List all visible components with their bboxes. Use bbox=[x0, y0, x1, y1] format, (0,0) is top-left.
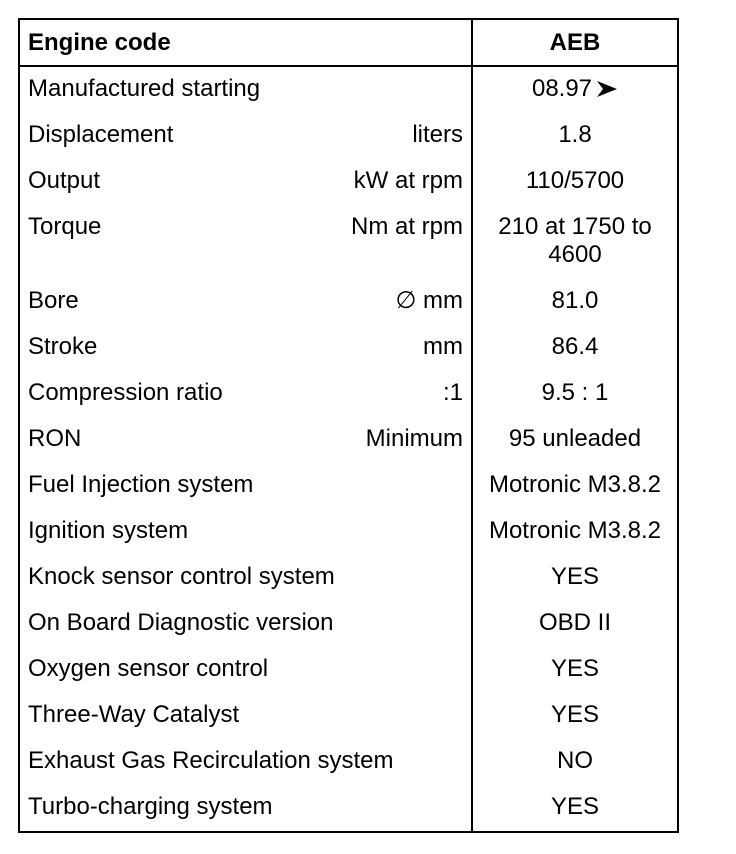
row-value-cell bbox=[472, 66, 678, 113]
row-label: Stroke bbox=[28, 333, 98, 360]
header-engine-code-value: AEB bbox=[472, 19, 678, 66]
row-unit: kW at rpm bbox=[353, 167, 463, 194]
row-value-cell bbox=[472, 325, 678, 371]
table-row bbox=[19, 555, 678, 601]
table-header-row bbox=[19, 19, 678, 66]
row-value-cell bbox=[472, 739, 678, 785]
engine-spec-table bbox=[18, 18, 679, 833]
row-value-cell bbox=[472, 601, 678, 647]
row-label: Fuel Injection system bbox=[28, 471, 254, 498]
row-label-cell bbox=[19, 417, 472, 463]
table-row bbox=[19, 693, 678, 739]
table-row bbox=[19, 463, 678, 509]
row-label: Three-Way Catalyst bbox=[28, 701, 240, 728]
row-value-cell bbox=[472, 463, 678, 509]
row-label-cell bbox=[19, 159, 472, 205]
row-value: 86.4 bbox=[551, 333, 599, 360]
table-row bbox=[19, 417, 678, 463]
row-label-cell bbox=[19, 555, 472, 601]
row-unit: :1 bbox=[442, 379, 463, 406]
row-value: Motronic M3.8.2 bbox=[488, 471, 662, 498]
row-value: OBD II bbox=[538, 609, 611, 636]
table-row bbox=[19, 159, 678, 205]
row-value: 95 unleaded bbox=[508, 425, 642, 452]
row-label: On Board Diagnostic version bbox=[28, 609, 334, 636]
row-label-cell bbox=[19, 113, 472, 159]
row-unit: Minimum bbox=[365, 425, 463, 452]
row-value: 9.5 : 1 bbox=[541, 379, 609, 406]
header-engine-code-label: Engine code bbox=[19, 19, 472, 66]
row-value: YES bbox=[550, 655, 600, 682]
table-row bbox=[19, 785, 678, 832]
row-label-cell bbox=[19, 601, 472, 647]
row-label: Compression ratio bbox=[28, 379, 223, 406]
row-unit: ∅ mm bbox=[395, 287, 463, 314]
row-value: 08.97 bbox=[531, 75, 593, 102]
row-label: Torque bbox=[28, 213, 102, 240]
row-label: Turbo-charging system bbox=[28, 793, 273, 820]
row-value-cell bbox=[472, 647, 678, 693]
row-value-cell bbox=[472, 279, 678, 325]
table-row bbox=[19, 371, 678, 417]
row-label-cell bbox=[19, 325, 472, 371]
row-label-cell bbox=[19, 371, 472, 417]
row-value-cell bbox=[472, 693, 678, 739]
row-value-cell bbox=[472, 113, 678, 159]
row-label-cell bbox=[19, 693, 472, 739]
row-label: Oxygen sensor control bbox=[28, 655, 269, 682]
row-value-cell bbox=[472, 371, 678, 417]
table-row bbox=[19, 647, 678, 693]
row-value: Motronic M3.8.2 bbox=[488, 517, 662, 544]
row-value-cell bbox=[472, 205, 678, 279]
row-value: YES bbox=[550, 793, 600, 820]
row-value-cell bbox=[472, 159, 678, 205]
row-label: Bore bbox=[28, 287, 79, 314]
row-value: YES bbox=[550, 701, 600, 728]
row-value-cell bbox=[472, 417, 678, 463]
row-unit: mm bbox=[423, 333, 463, 360]
row-label: Displacement bbox=[28, 121, 174, 148]
row-label-cell bbox=[19, 279, 472, 325]
row-label-cell bbox=[19, 509, 472, 555]
row-label-cell bbox=[19, 647, 472, 693]
row-label-cell bbox=[19, 66, 472, 113]
row-unit: Nm at rpm bbox=[350, 213, 463, 240]
table-row bbox=[19, 113, 678, 159]
table-row bbox=[19, 325, 678, 371]
right-arrowhead-icon bbox=[596, 77, 618, 105]
row-value: 81.0 bbox=[551, 287, 599, 314]
row-label: Ignition system bbox=[28, 517, 189, 544]
row-label-cell bbox=[19, 739, 472, 785]
table-row bbox=[19, 205, 678, 279]
table-row bbox=[19, 279, 678, 325]
row-label: RON bbox=[28, 425, 82, 452]
row-label-cell bbox=[19, 205, 472, 279]
table-row bbox=[19, 739, 678, 785]
table-row bbox=[19, 601, 678, 647]
row-unit: liters bbox=[412, 121, 463, 148]
row-value: 110/5700 bbox=[525, 167, 625, 194]
row-label: Manufactured starting bbox=[28, 75, 261, 102]
row-value: YES bbox=[550, 563, 600, 590]
row-value-cell bbox=[472, 785, 678, 832]
row-label: Knock sensor control system bbox=[28, 563, 335, 590]
row-label-cell bbox=[19, 785, 472, 832]
row-value: 1.8 bbox=[558, 121, 592, 148]
table-row bbox=[19, 66, 678, 113]
row-label: Output bbox=[28, 167, 101, 194]
row-value-cell bbox=[472, 509, 678, 555]
row-label: Exhaust Gas Recirculation system bbox=[28, 747, 394, 774]
row-value: 210 at 1750 to 4600 bbox=[498, 213, 652, 268]
table-row bbox=[19, 509, 678, 555]
row-label-cell bbox=[19, 463, 472, 509]
row-value: NO bbox=[557, 747, 593, 774]
row-value-cell bbox=[472, 555, 678, 601]
